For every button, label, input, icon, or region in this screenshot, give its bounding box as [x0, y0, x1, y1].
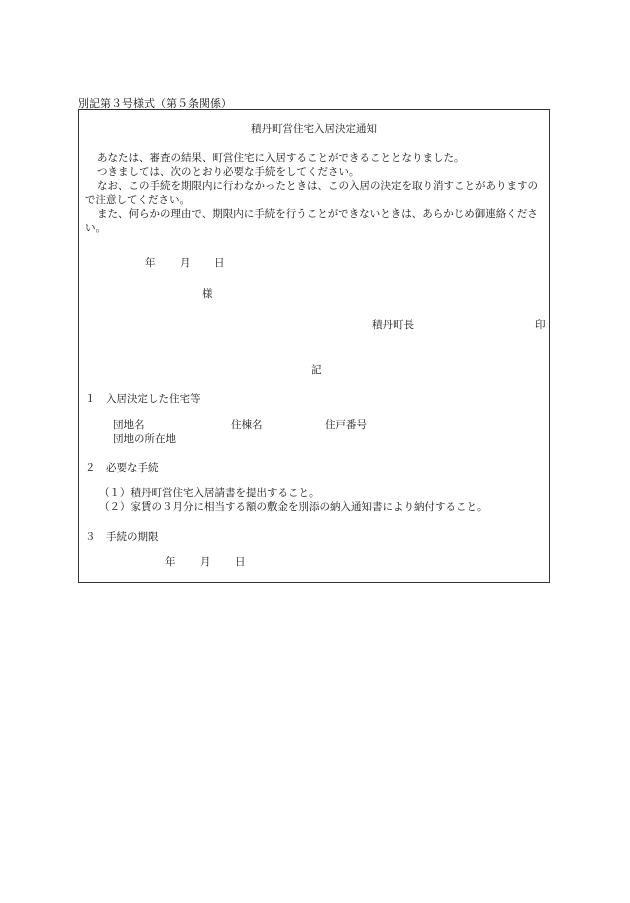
- addressee-suffix: 様: [202, 288, 213, 300]
- paragraph-3: なお、この手続を期限内に行わなかったときは、この入居の決定を取り消すことがありますので注意してください。: [85, 180, 538, 206]
- complex-name-label: 団地名: [113, 419, 145, 431]
- paragraph-1: あなたは、審査の結果、町営住宅に入居することができることとなりました。: [97, 152, 465, 164]
- ki-heading: 記: [311, 364, 322, 376]
- date-year: 年: [145, 257, 156, 269]
- date-month: 月: [180, 257, 191, 269]
- procedure-item-1: （１）積丹町営住宅入居請書を提出すること。: [99, 487, 320, 499]
- notice-title: 積丹町営住宅入居決定通知: [251, 123, 377, 135]
- unit-number-label: 住戸番号: [325, 419, 367, 431]
- paragraph-2: つきましては、次のとおり必要な手続をしてください。: [97, 166, 360, 178]
- deadline-day: 日: [235, 556, 246, 568]
- deadline-year: 年: [165, 556, 176, 568]
- seal-mark: 印: [535, 319, 546, 331]
- notice-frame: [78, 109, 550, 583]
- paragraph-4: また、何らかの理由で、期限内に手続を行うことができないときは、あらかじめ御連絡ください。: [85, 208, 538, 234]
- date-day: 日: [214, 257, 225, 269]
- form-number-header: 別記第３号様式（第５条関係）: [78, 97, 232, 110]
- procedure-item-2: （２）家賃の３月分に相当する額の敷金を別添の納入通知書により納付すること。: [99, 501, 488, 513]
- section1-title: １ 入居決定した住宅等: [85, 393, 201, 405]
- location-label: 団地の所在地: [113, 433, 176, 445]
- building-name-label: 住棟名: [231, 419, 263, 431]
- section2-title: ２ 必要な手続: [85, 462, 159, 474]
- section3-title: ３ 手続の期限: [85, 531, 159, 543]
- deadline-month: 月: [200, 556, 211, 568]
- sender-name: 積丹町長: [372, 319, 414, 331]
